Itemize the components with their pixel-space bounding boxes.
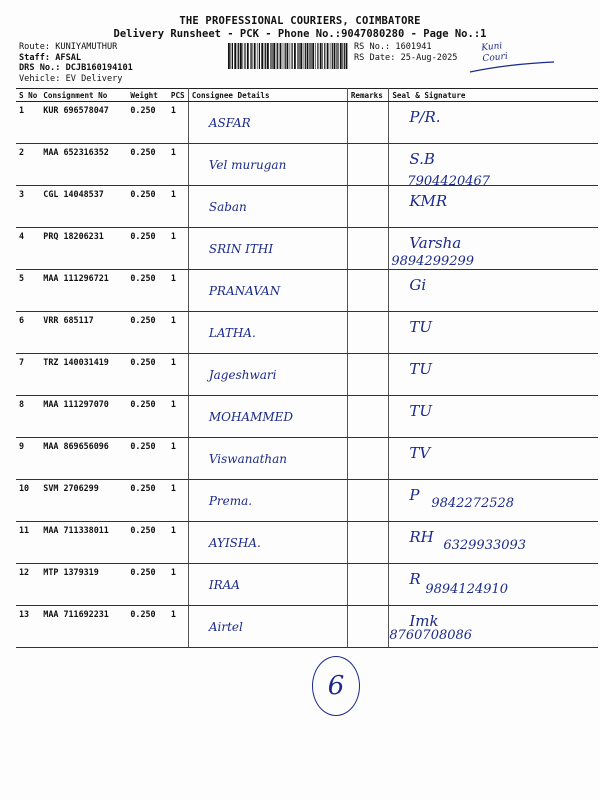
- row-consignment: MAA 652316352: [40, 144, 127, 186]
- row-remarks: [347, 396, 389, 438]
- barcode-bar: [251, 43, 252, 69]
- row-consignee-cell: [188, 564, 347, 606]
- row-signature-cell: [389, 564, 598, 606]
- rs-date-text: RS Date: 25-Aug-2025: [354, 52, 458, 63]
- barcode-bar: [330, 43, 331, 69]
- meta-left: [19, 42, 133, 84]
- barcode-bar: [320, 43, 322, 69]
- row-consignee-cell: [188, 312, 347, 354]
- row-signature: TV: [409, 444, 431, 462]
- row-remarks: [347, 102, 389, 144]
- row-sno: 8: [16, 396, 40, 438]
- table-row: [16, 564, 598, 606]
- row-signature: Gi: [409, 276, 427, 294]
- row-consignment: SVM 2706299: [40, 480, 127, 522]
- barcode-bar: [340, 43, 342, 69]
- row-signature-cell: [389, 102, 598, 144]
- barcode-bar: [315, 43, 316, 69]
- barcode-bar: [344, 43, 345, 69]
- row-consignee-cell: [188, 522, 347, 564]
- barcode-bar: [342, 43, 343, 69]
- table-row: [16, 144, 598, 186]
- row-weight: 0.250: [127, 270, 168, 312]
- row-pcs: 1: [168, 312, 188, 354]
- barcode-bar: [310, 43, 311, 69]
- barcode-bar: [283, 43, 284, 69]
- col-pcs: PCS: [168, 89, 188, 102]
- barcode-bar: [327, 43, 329, 69]
- row-pcs: 1: [168, 186, 188, 228]
- route-text: Route: KUNIYAMUTHUR: [19, 42, 118, 52]
- row-consignee-handwritten: ASFAR: [208, 116, 251, 130]
- row-weight: 0.250: [127, 396, 168, 438]
- barcode-bar: [346, 43, 348, 69]
- row-sno: 2: [16, 144, 40, 186]
- barcode-bar: [232, 43, 233, 69]
- col-weight: Weight: [127, 89, 168, 102]
- table-row: [16, 186, 598, 228]
- row-signature-cell: [389, 480, 598, 522]
- col-consignee: Consignee Details: [188, 89, 347, 102]
- row-weight: 0.250: [127, 186, 168, 228]
- row-pcs: 1: [168, 480, 188, 522]
- barcode-bar: [231, 43, 232, 69]
- handwritten-note: Kuni Couri: [480, 41, 509, 65]
- row-remarks: [347, 228, 389, 270]
- table-row: [16, 102, 598, 144]
- row-consignee-handwritten: Saban: [208, 200, 247, 214]
- row-weight: 0.250: [127, 522, 168, 564]
- rs-no-text: RS No.: 1601941: [354, 42, 432, 52]
- barcode-bar: [294, 43, 296, 69]
- row-weight: 0.250: [127, 102, 168, 144]
- row-remarks: [347, 522, 389, 564]
- barcode-bar: [337, 43, 338, 69]
- row-signature-cell: [389, 270, 598, 312]
- barcode-bar: [273, 43, 275, 69]
- barcode-bar: [257, 43, 258, 69]
- row-phone-handwritten: 6329933093: [443, 538, 527, 553]
- row-phone-handwritten: 9894299299: [391, 254, 475, 269]
- drs-text: DRS No.: DCJB160194101: [19, 63, 133, 73]
- row-pcs: 1: [168, 606, 188, 648]
- row-pcs: 1: [168, 522, 188, 564]
- row-remarks: [347, 480, 389, 522]
- row-consignee-handwritten: PRANAVAN: [208, 284, 281, 298]
- handwritten-count-mark: 6: [312, 656, 360, 716]
- row-remarks: [347, 312, 389, 354]
- barcode-bar: [307, 43, 309, 69]
- row-consignment: MAA 711692231: [40, 606, 127, 648]
- barcode-bar: [292, 43, 293, 69]
- runsheet-subtitle: Delivery Runsheet - PCK - Phone No.:9047080280 - Page No.:1: [113, 28, 487, 40]
- row-consignee-handwritten: Jageshwari: [208, 368, 277, 382]
- row-signature-cell: [389, 396, 598, 438]
- row-pcs: 1: [168, 102, 188, 144]
- table-row: [16, 438, 598, 480]
- row-weight: 0.250: [127, 480, 168, 522]
- row-consignment: PRQ 18206231: [40, 228, 127, 270]
- barcode-bar: [297, 43, 298, 69]
- row-consignment: TRZ 140031419: [40, 354, 127, 396]
- table-header-row: [16, 89, 598, 102]
- barcode-bar: [238, 43, 239, 69]
- barcode-bar: [285, 43, 286, 69]
- barcode-bar: [250, 43, 251, 69]
- row-pcs: 1: [168, 144, 188, 186]
- row-consignee-handwritten: Viswanathan: [208, 452, 288, 466]
- row-sno: 5: [16, 270, 40, 312]
- row-weight: 0.250: [127, 354, 168, 396]
- meta-right: [354, 42, 457, 63]
- row-phone-handwritten: 7904420467: [407, 174, 491, 189]
- row-signature: P/R.: [409, 108, 441, 126]
- row-pcs: 1: [168, 270, 188, 312]
- row-consignment: MAA 711338011: [40, 522, 127, 564]
- runsheet-table: [16, 88, 598, 648]
- row-weight: 0.250: [127, 606, 168, 648]
- table-row: [16, 270, 598, 312]
- row-weight: 0.250: [127, 228, 168, 270]
- row-consignment: MTP 1379319: [40, 564, 127, 606]
- row-remarks: [347, 186, 389, 228]
- row-signature: KMR: [409, 192, 448, 210]
- barcode-bar: [240, 43, 242, 69]
- row-remarks: [347, 564, 389, 606]
- table-row: [16, 396, 598, 438]
- row-weight: 0.250: [127, 438, 168, 480]
- row-sno: 4: [16, 228, 40, 270]
- row-sno: 3: [16, 186, 40, 228]
- row-signature: TU: [409, 360, 432, 378]
- row-consignment: KUR 696578047: [40, 102, 127, 144]
- table-row: [16, 480, 598, 522]
- row-phone-handwritten: 9842272528: [431, 496, 515, 511]
- row-signature-cell: [389, 186, 598, 228]
- row-consignment: VRR 685117: [40, 312, 127, 354]
- barcode-bar: [237, 43, 238, 69]
- row-weight: 0.250: [127, 144, 168, 186]
- barcode-bar: [280, 43, 282, 69]
- barcode-bar: [334, 43, 336, 69]
- row-signature: P: [409, 486, 420, 504]
- barcode-bar: [290, 43, 291, 69]
- barcode-bar: [287, 43, 289, 69]
- row-sno: 6: [16, 312, 40, 354]
- barcode-bar: [312, 43, 314, 69]
- row-consignee-handwritten: AYISHA.: [208, 536, 261, 550]
- row-signature-cell: [389, 438, 598, 480]
- row-signature: TU: [409, 318, 432, 336]
- company-title: THE PROFESSIONAL COURIERS, COIMBATORE: [179, 15, 421, 27]
- row-sno: 13: [16, 606, 40, 648]
- row-remarks: [347, 606, 389, 648]
- row-signature-cell: [389, 354, 598, 396]
- table-row: [16, 228, 598, 270]
- row-weight: 0.250: [127, 564, 168, 606]
- row-consignee-handwritten: SRIN ITHI: [208, 242, 274, 256]
- row-signature-cell: [389, 312, 598, 354]
- barcode-bar: [265, 43, 266, 69]
- row-consignee-cell: [188, 606, 347, 648]
- row-pcs: 1: [168, 564, 188, 606]
- row-consignee-handwritten: IRAA: [208, 578, 240, 592]
- row-sno: 11: [16, 522, 40, 564]
- row-weight: 0.250: [127, 312, 168, 354]
- col-remarks: Remarks: [347, 89, 389, 102]
- row-consignee-handwritten: MOHAMMED: [208, 410, 294, 424]
- row-signature: Imk: [409, 612, 439, 630]
- row-remarks: [347, 438, 389, 480]
- barcode-bar: [305, 43, 306, 69]
- barcode-bar: [309, 43, 310, 69]
- row-signature: RH: [409, 528, 434, 546]
- barcode-bar: [303, 43, 304, 69]
- row-sno: 9: [16, 438, 40, 480]
- col-signature: Seal & Signature: [389, 89, 598, 102]
- barcode-bar: [270, 43, 271, 69]
- row-consignment: MAA 111296721: [40, 270, 127, 312]
- barcode-bar: [254, 43, 256, 69]
- barcode-bar: [276, 43, 277, 69]
- row-pcs: 1: [168, 228, 188, 270]
- barcode-bar: [244, 43, 245, 69]
- row-consignee-cell: [188, 480, 347, 522]
- row-consignee-cell: [188, 438, 347, 480]
- row-consignee-cell: [188, 228, 347, 270]
- row-consignment: MAA 869656096: [40, 438, 127, 480]
- row-remarks: [347, 354, 389, 396]
- note-underline-mark: [468, 58, 558, 78]
- row-consignee-cell: [188, 354, 347, 396]
- row-consignee-cell: [188, 270, 347, 312]
- staff-text: Staff: AFSAL: [19, 52, 82, 63]
- barcode-image: [228, 43, 350, 69]
- table-row: [16, 354, 598, 396]
- barcode-bar: [267, 43, 269, 69]
- barcode-bar: [277, 43, 278, 69]
- row-signature-cell: [389, 606, 598, 648]
- barcode-bar: [324, 43, 325, 69]
- row-consignment: MAA 111297070: [40, 396, 127, 438]
- row-consignee-handwritten: Airtel: [208, 620, 243, 634]
- barcode-bar: [298, 43, 299, 69]
- barcode-bar: [243, 43, 244, 69]
- barcode-bar: [332, 43, 333, 69]
- col-consignment: Consignment No: [40, 89, 127, 102]
- table-row: [16, 522, 598, 564]
- barcode-bar: [317, 43, 318, 69]
- row-signature: TU: [409, 402, 432, 420]
- row-consignee-cell: [188, 186, 347, 228]
- row-consignee-cell: [188, 102, 347, 144]
- row-signature: R: [409, 570, 421, 588]
- barcode-bar: [234, 43, 236, 69]
- barcode-bar: [336, 43, 337, 69]
- row-consignee-cell: [188, 396, 347, 438]
- row-signature-cell: [389, 228, 598, 270]
- barcode-bar: [271, 43, 272, 69]
- row-phone-handwritten: 8760708086: [389, 628, 473, 643]
- barcode-bar: [228, 43, 230, 69]
- barcode-bar: [300, 43, 302, 69]
- row-sno: 7: [16, 354, 40, 396]
- vehicle-text: Vehicle: EV Delivery: [19, 73, 123, 84]
- barcode-bar: [247, 43, 249, 69]
- barcode-bar: [322, 43, 323, 69]
- row-remarks: [347, 270, 389, 312]
- row-sno: 10: [16, 480, 40, 522]
- row-consignee-handwritten: LATHA.: [208, 326, 256, 340]
- row-sno: 12: [16, 564, 40, 606]
- row-pcs: 1: [168, 354, 188, 396]
- col-sno: S No: [16, 89, 40, 102]
- row-phone-handwritten: 9894124910: [425, 582, 509, 597]
- row-consignment: CGL 14048537: [40, 186, 127, 228]
- row-remarks: [347, 144, 389, 186]
- row-consignee-handwritten: Vel murugan: [208, 158, 287, 172]
- table-row: [16, 606, 598, 648]
- table-row: [16, 312, 598, 354]
- row-consignee-handwritten: Prema.: [208, 494, 253, 508]
- row-consignee-cell: [188, 144, 347, 186]
- row-pcs: 1: [168, 396, 188, 438]
- row-signature-cell: [389, 522, 598, 564]
- row-signature: S.B: [409, 150, 435, 168]
- row-sno: 1: [16, 102, 40, 144]
- row-pcs: 1: [168, 438, 188, 480]
- barcode-bar: [264, 43, 265, 69]
- row-signature-cell: [389, 144, 598, 189]
- barcode-bar: [259, 43, 260, 69]
- barcode-bar: [261, 43, 263, 69]
- row-signature: Varsha: [409, 234, 462, 252]
